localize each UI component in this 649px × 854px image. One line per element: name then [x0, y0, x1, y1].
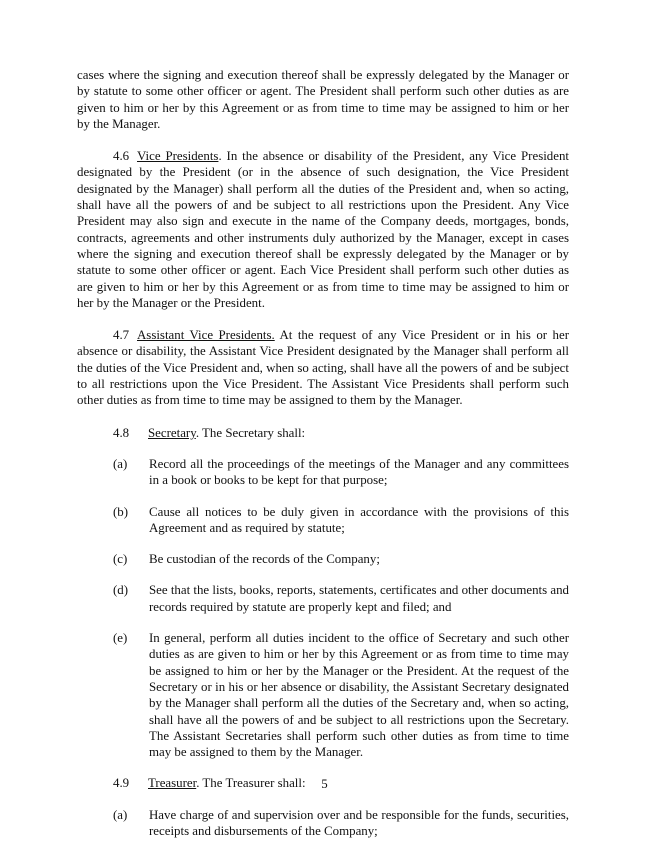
list-item-text: See that the lists, books, reports, statements, certificates and other documents and records required by statute are properly kept and filed; and [149, 583, 569, 614]
document-page [77, 67, 569, 854]
list-item [77, 456, 569, 489]
list-item-label: (a) [113, 456, 128, 471]
continuation-paragraph: cases where the signing and execution thereof shall be expressly delegated by the Manager or by statute to some other officer or agent. The President shall perform such other duties as are given to him or her by this Agreement or as from time to time may be assigned to him or her by the Manager. [77, 68, 569, 131]
section-4-6-body: . In the absence or disability of the President, any Vice President designated by the President (or in the absence of such designation, the Vice President designated by the Manager) shall perform all the duties of the President and, when so acting, shall have all the powers of and be subject to all restrictions upon the President. Any Vice President may also sign and execute in the name of the Company deeds, mortgages, bonds, contracts, agreements and other instruments duly authorized by the Manager, except in cases where the signing and execution thereof shall be expressly delegated by the Manager or by statute to some other officer or agent. Each Vice President shall perform such other duties as are given to him or her by this Agreement or as from time to time may be assigned to him or her by the Manager or the President. [77, 149, 569, 310]
section-4-9-number: 4.9 [113, 776, 130, 791]
section-4-9-intro: . The Treasurer shall: [196, 776, 306, 791]
section-4-8-number: 4.8 [113, 425, 130, 440]
list-item [77, 582, 569, 615]
list-item-label: (d) [113, 583, 129, 598]
section-4-7 [77, 327, 569, 408]
list-item-label: (a) [113, 807, 128, 822]
section-4-7-body: At the request of any Vice President or in his or her absence or disability, the Assistant Vice President designated by the Manager shall perform all the duties of the Vice President and, when so acting, shall have all the powers of and be subject to all restrictions upon the Vice President. The Assistant Vice Presidents shall perform such other duties as from time to time may be assigned to them by the Manager. [77, 328, 569, 408]
section-4-8-heading [77, 425, 569, 441]
list-item-label: (b) [113, 504, 129, 519]
list-item-text: Record all the proceedings of the meetings of the Manager and any committees in a book or books to be kept for that purpose; [149, 456, 569, 488]
list-item [77, 504, 569, 537]
list-item-label: (c) [113, 552, 128, 567]
page-number: 5 [321, 777, 328, 791]
section-4-9-title: Treasurer [148, 776, 197, 791]
list-item [77, 807, 569, 840]
list-item-text: In general, perform all duties incident to the office of Secretary and such other duties as are given to him or her by this Agreement or as from time to time may be assigned to him or her by the Manager or the President. At the request of the Secretary or in his or her absence or disability, the Assistant Secretary designated by the Manager shall perform all the duties of the Secretary and, when so acting, shall have all the powers of and be subject to all restrictions upon the Secretary. The Assistant Secretaries shall perform such other duties as from time to time may be assigned to them by the Manager. [149, 631, 569, 760]
section-4-7-number: 4.7 [113, 328, 130, 343]
section-4-8-title: Secretary [148, 425, 196, 440]
section-4-6-title: Vice Presidents [137, 149, 219, 164]
list-item [77, 630, 569, 760]
list-item [77, 551, 569, 567]
list-item-text: Cause all notices to be duly given in accordance with the provisions of this Agreement and as required by statute; [149, 504, 569, 535]
list-item-text: Have charge of and supervision over and be responsible for the funds, securities, receipts and disbursements of the Company; [149, 807, 569, 838]
list-item-text: Be custodian of the records of the Company; [149, 552, 380, 567]
section-4-8-intro: . The Secretary shall: [195, 425, 306, 440]
list-item-label: (e) [113, 631, 128, 646]
section-4-6-number: 4.6 [113, 149, 130, 164]
section-4-7-title: Assistant Vice Presidents. [137, 328, 275, 343]
section-4-6 [77, 148, 569, 311]
